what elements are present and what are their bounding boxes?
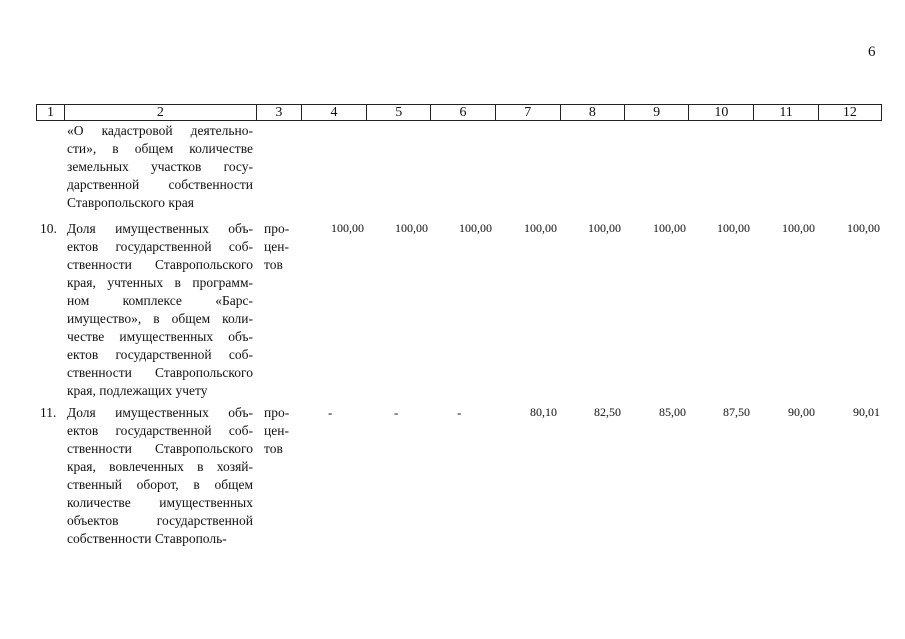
row-value: 100,00	[395, 221, 428, 235]
desc-line: ектов государственной соб-	[67, 239, 253, 254]
page-number: 6	[868, 44, 876, 60]
desc-line: ственности Ставропольского	[67, 365, 253, 380]
row-value-dash: -	[394, 405, 399, 420]
header-col-5: 5	[367, 105, 431, 121]
row-value: 90,00	[788, 405, 815, 419]
desc-line: края, подлежащих учету	[67, 383, 208, 398]
desc-line: собственности Ставрополь-	[67, 531, 227, 546]
unit-line: про-	[264, 405, 290, 420]
desc-line: Доля имущественных объ-	[67, 221, 253, 236]
header-col-1: 1	[37, 105, 65, 121]
row-value: 90,01	[853, 405, 880, 419]
header-col-6: 6	[431, 105, 495, 121]
desc-line: края, учтенных в программ-	[67, 275, 253, 290]
header-col-3: 3	[256, 105, 301, 121]
row-description	[67, 220, 253, 400]
row-unit	[264, 404, 289, 458]
row-value: 100,00	[588, 221, 621, 235]
desc-line: края, вовлеченных в хозяй-	[67, 459, 253, 474]
header-col-12: 12	[818, 105, 881, 121]
row-value: 100,00	[331, 221, 364, 235]
row-value: 82,50	[594, 405, 621, 419]
row-unit	[264, 220, 289, 274]
header-col-7: 7	[495, 105, 560, 121]
header-col-8: 8	[560, 105, 624, 121]
desc-line: ственный оборот, в общем	[67, 477, 253, 492]
unit-line: тов	[264, 257, 283, 272]
row-number: 11.	[40, 405, 57, 420]
desc-line: Ставропольского края	[67, 195, 194, 210]
header-col-10: 10	[689, 105, 754, 121]
desc-line: ектов государственной соб-	[67, 347, 253, 362]
unit-line: цен-	[264, 239, 289, 254]
row-value: 100,00	[459, 221, 492, 235]
row-value: 100,00	[847, 221, 880, 235]
desc-line: земельных участков госу-	[67, 159, 253, 174]
desc-line: честве имущественных объ-	[67, 329, 253, 344]
desc-line: ственности Ставропольского	[67, 441, 253, 456]
row-value-dash: -	[328, 405, 333, 420]
unit-line: про-	[264, 221, 290, 236]
header-col-11: 11	[754, 105, 818, 121]
row-value: 85,00	[659, 405, 686, 419]
header-col-4: 4	[301, 105, 366, 121]
row-number: 10.	[40, 221, 57, 236]
continuation-description	[67, 122, 253, 212]
unit-line: цен-	[264, 423, 289, 438]
desc-line: Доля имущественных объ-	[67, 405, 253, 420]
desc-line: ственности Ставропольского	[67, 257, 253, 272]
desc-line: объектов государственной	[67, 513, 253, 528]
desc-line: ектов государственной соб-	[67, 423, 253, 438]
desc-line: дарственной собственности	[67, 177, 253, 192]
desc-line: имущество», в общем коли-	[67, 311, 253, 326]
row-value: 100,00	[782, 221, 815, 235]
row-value: 80,10	[530, 405, 557, 419]
row-value: 87,50	[723, 405, 750, 419]
header-col-2: 2	[65, 105, 257, 121]
row-value: 100,00	[524, 221, 557, 235]
row-value: 100,00	[717, 221, 750, 235]
row-description	[67, 404, 253, 548]
desc-line: количестве имущественных	[67, 495, 253, 510]
desc-line: ном комплексе «Барс-	[67, 293, 253, 308]
column-number-header	[36, 104, 882, 121]
row-value-dash: -	[457, 405, 462, 420]
desc-line: сти», в общем количестве	[67, 141, 253, 156]
header-col-9: 9	[625, 105, 689, 121]
unit-line: тов	[264, 441, 283, 456]
desc-line: «О кадастровой деятельно-	[67, 123, 253, 138]
row-value: 100,00	[653, 221, 686, 235]
